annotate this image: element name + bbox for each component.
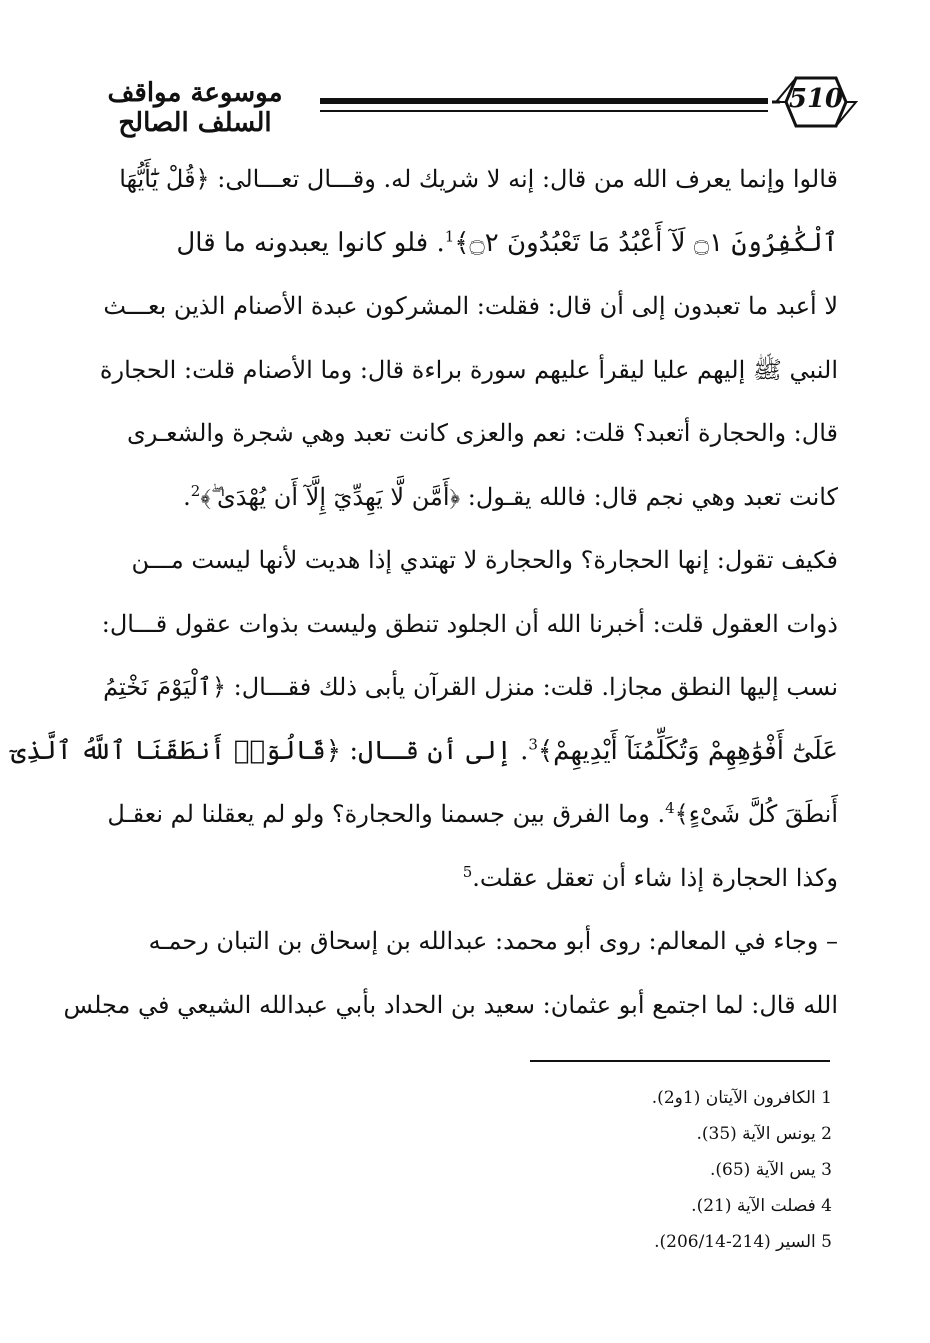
body-line <box>10 720 838 784</box>
page-number: 510 <box>788 84 844 114</box>
footnote-separator <box>530 1060 830 1062</box>
line-text: النبي ﷺ إليهم عليا ليقرأ عليهم سورة براءة قال: وما الأصنام قلت: الحجارة <box>99 355 838 384</box>
footnote-item <box>332 1152 832 1188</box>
line-text: نسب إليها النطق مجازا. قلت: منزل القرآن يأبى ذلك فقـــال: ﴿ٱلْيَوْمَ نَخْتِمُ <box>103 673 838 701</box>
footnote-item <box>332 1224 832 1260</box>
body-line <box>78 148 838 212</box>
body-text <box>10 148 838 1037</box>
footnote-ref: 1 <box>444 226 455 245</box>
body-line <box>78 847 838 911</box>
line-tail: . إلى أن قـال: ﴿قَالُوٓا۟ أَنطَقَنَا ٱللَّهُ ٱلَّذِىٓ <box>10 735 529 766</box>
body-line <box>78 275 838 339</box>
footnote-ref: 5 <box>462 862 473 881</box>
line-text: قالوا وإنما يعرف الله من قال: إنه لا شريك له. وقـــال تعـــالى: ﴿قُلْ يَٰٓأَيُّهَا <box>119 165 838 193</box>
footnote-number: 1 <box>821 1088 832 1108</box>
header-rule-thin <box>320 110 768 112</box>
footnote-ref: 2 <box>190 481 201 500</box>
line-text: – وجاء في المعالم: روى أبو محمد: عبدالله بن إسحاق بن التبان رحمـه <box>148 927 838 955</box>
body-line <box>78 402 838 466</box>
body-line <box>78 212 838 276</box>
footnote-ref: 4 <box>665 799 675 817</box>
line-text: فكيف تقول: إنها الحجارة؟ والحجارة لا تهتدي إذا هديت لأنها ليست مـــن <box>131 546 838 574</box>
footnote-number: 2 <box>821 1124 832 1144</box>
footnote-number: 4 <box>821 1196 832 1216</box>
body-line <box>78 593 838 657</box>
body-line <box>78 466 838 530</box>
footnote-text: يونس الآية (35). <box>696 1124 816 1144</box>
footnote-item <box>332 1188 832 1224</box>
line-text: لا أعبد ما تعبدون إلى أن قال: فقلت: المشركون عبدة الأصنام الذين بعـــث <box>103 292 838 320</box>
footnote-text: يس الآية (65). <box>709 1160 816 1180</box>
footnotes <box>332 1080 832 1260</box>
body-line <box>78 910 838 974</box>
body-line <box>78 656 838 720</box>
book-title: موسوعة مواقف السلف الصالح <box>107 78 283 138</box>
line-text: ذوات العقول قلت: أخبرنا الله أن الجلود تنطق وليست بذوات عقول قـــال: <box>101 609 838 638</box>
footnote-text: فصلت الآية (21). <box>691 1196 816 1216</box>
body-line <box>78 339 838 403</box>
footnote-number: 3 <box>821 1160 832 1180</box>
line-text: أَنطَقَ كُلَّ شَىْءٍ﴾ <box>674 800 838 828</box>
body-line <box>63 974 838 1038</box>
header-rule-thick <box>320 98 768 104</box>
line-text: كانت تعبد وهي نجم قال: فالله يقـول: ﴿أَمَّن لَّا يَهِدِّيٓ إِلَّآ أَن يُهْدَىٰ ۖ﴾ <box>200 482 838 511</box>
body-line <box>78 783 838 847</box>
line-text: قال: والحجارة أتعبد؟ قلت: نعم والعزى كانت تعبد وهي شجرة والشعـرى <box>127 419 838 447</box>
line-text: وكذا الحجارة إذا شاء أن تعقل عقلت. <box>472 863 838 892</box>
footnote-text: السير (214-206/14). <box>654 1232 816 1252</box>
line-text: الله قال: لما اجتمع أبو عثمان: سعيد بن الحداد بأبي عبدالله الشيعي في مجلس <box>63 990 838 1019</box>
page-header <box>70 68 860 138</box>
body-line <box>78 529 838 593</box>
page-number-badge <box>772 72 860 132</box>
footnote-number: 5 <box>821 1232 832 1252</box>
line-tail: . فلو كانوا يعبدونه ما قال <box>176 227 445 258</box>
footnote-item <box>332 1080 832 1116</box>
line-tail: . <box>183 482 191 511</box>
line-text: ٱلْكَٰفِرُونَ ۝١ لَآ أَعْبُدُ مَا تَعْبُدُونَ ۝٢﴾ <box>454 227 838 258</box>
footnote-item <box>332 1116 832 1152</box>
line-text: عَلَىٰٓ أَفْوَٰهِهِمْ وَتُكَلِّمُنَآ أَيْدِيهِمْ﴾ <box>537 735 838 766</box>
footnote-ref: 3 <box>528 734 538 753</box>
footnote-text: الكافرون الآيتان (1و2). <box>651 1088 816 1108</box>
line-tail: . وما الفرق بين جسمنا والحجارة؟ ولو لم يعقلنا لم نعقـل <box>107 800 666 828</box>
